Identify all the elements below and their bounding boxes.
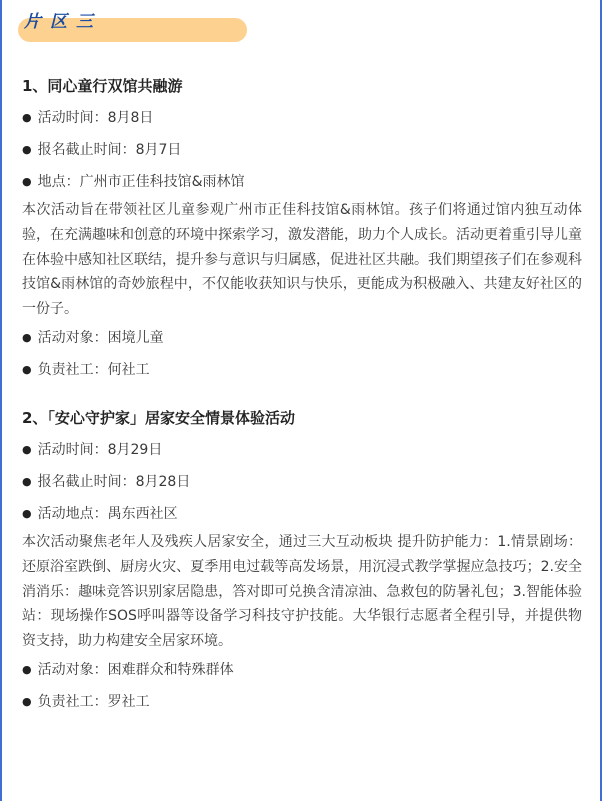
bullet-dot-icon: ● <box>22 143 32 156</box>
article-content <box>22 70 582 718</box>
event-signup-deadline: ● 报名截止时间：8月28日 <box>22 473 191 490</box>
bullet-dot-icon: ● <box>22 474 32 488</box>
section-title: 片区三 <box>24 12 102 32</box>
event-2 <box>22 402 582 718</box>
event-social-worker: ● 负责社工：何社工 <box>22 361 150 378</box>
event-time: ● 活动时间：8月29日 <box>22 441 163 458</box>
event-title: 1、同心童行双馆共融游 <box>22 77 183 95</box>
bullet-dot-icon: ● <box>22 662 32 676</box>
event-audience: ● 活动对象：困难群众和特殊群体 <box>22 661 234 678</box>
event-audience: ● 活动对象：困境儿童 <box>22 329 164 346</box>
bullet-dot-icon: ● <box>22 111 32 124</box>
event-social-worker: ● 负责社工：罗社工 <box>22 693 150 710</box>
event-location: ● 地点：广州市正佳科技馆&雨林馆 <box>22 174 245 190</box>
event-signup-deadline: ● 报名截止时间：8月7日 <box>22 142 182 158</box>
bullet-dot-icon: ● <box>22 362 32 376</box>
event-time: ● 活动时间：8月8日 <box>22 110 154 126</box>
bullet-dot-icon: ● <box>22 694 32 708</box>
event-title: 2、「安心守护家」居家安全情景体验活动 <box>22 408 295 427</box>
event-1 <box>22 70 582 386</box>
event-location: ● 活动地点：禺东西社区 <box>22 505 178 522</box>
bullet-dot-icon: ● <box>22 506 32 520</box>
event-description: 本次活动旨在带领社区儿童参观广州市正佳科技馆&雨林馆。孩子们将通过馆内独互动体验，在充满趣味和创意的环境中探索学习，激发潜能，助力个人成长。活动更着重引导儿童在体验中感知社区联结，提升参与意识与归属感，促进社区共融。我们期望孩子们在参观科技馆&雨林馆的奇妙旅程中，不仅能收获知识与快乐，更能成为积极融入、共建友好社区的一份子。 <box>22 202 582 318</box>
event-description: 本次活动聚焦老年人及残疾人居家安全，通过三大互动板块 提升防护能力：1.情景剧场：还原浴室跌倒、厨房火灾、夏季用电过载等高发场景，用沉浸式教学掌握应急技巧；2.安全消消乐：趣味竞答识别家居隐患，答对即可兑换含清凉油、急救包的防暑礼包；3.智能体验站：现场操作SOS呼叫器等设备学习科技守护技能。大华银行志愿者全程引导，并提供物资支持，助力构建安全居家环境。 <box>22 533 582 650</box>
bullet-dot-icon: ● <box>22 175 32 188</box>
bullet-dot-icon: ● <box>22 330 32 344</box>
bullet-dot-icon: ● <box>22 442 32 456</box>
